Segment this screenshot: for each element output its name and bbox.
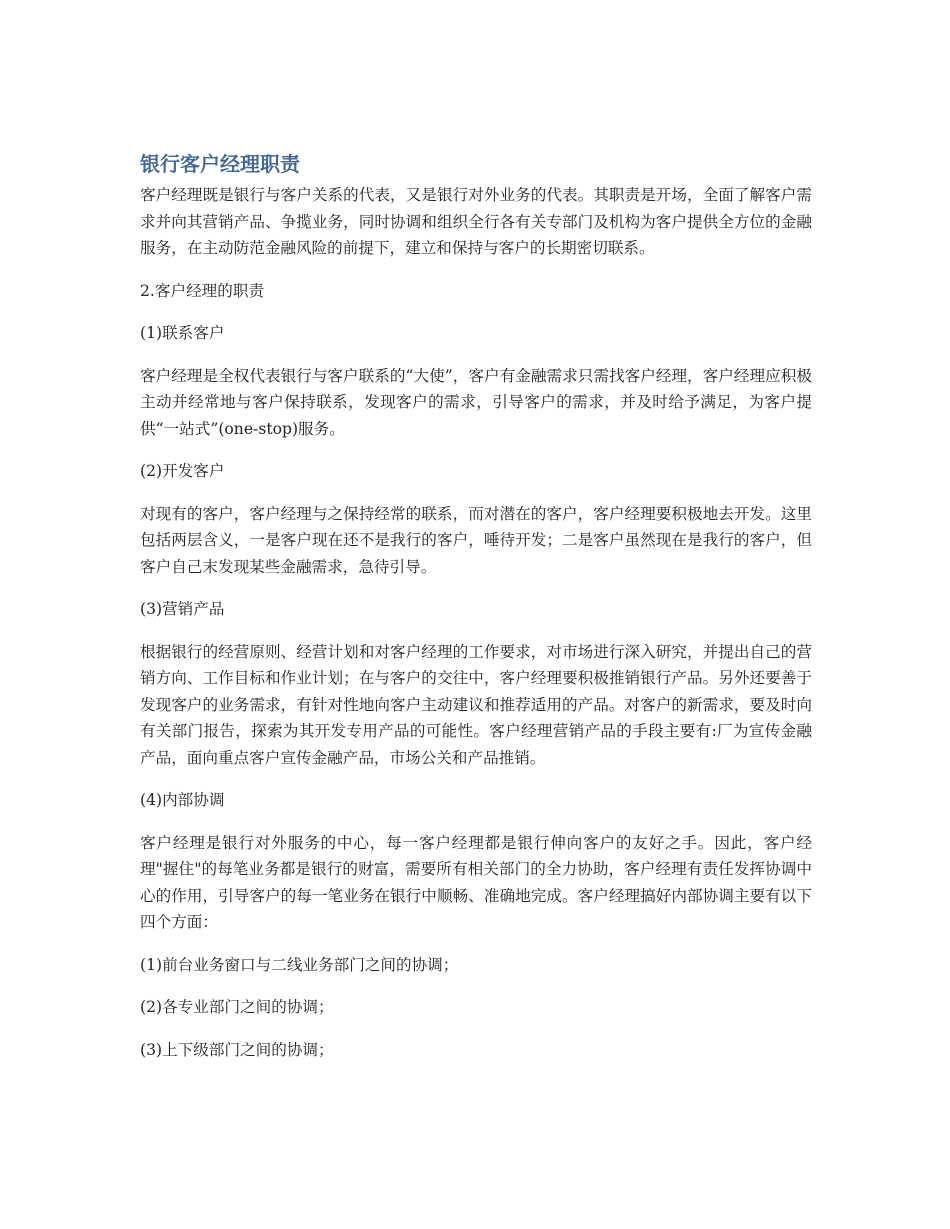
section-heading: 2.客户经理的职责	[140, 281, 265, 300]
document-page	[140, 150, 812, 1079]
item-text-contact-clients: 客户经理是全权代表银行与客户联系的“大使”，客户有金融需求只需找客户经理，客户经理应积极主动并经常地与客户保持联系，发现客户的需求，引导客户的需求，并及时给予满足，为客户提供“一站式”(one-stop)服务。	[140, 366, 812, 438]
coordination-list-item: (1)前台业务窗口与二线业务部门之间的协调；	[140, 955, 459, 974]
item-text-develop-clients: 对现有的客户，客户经理与之保持经常的联系，而对潜在的客户，客户经理要积极地去开发。这里包括两层含义，一是客户现在还不是我行的客户，唾待开发；二是客户虽然现在是我行的客户，但客户自己末发现某些金融需求，急待引导。	[140, 504, 812, 576]
coordination-list-item: (2)各专业部门之间的协调；	[140, 998, 334, 1016]
intro-paragraph: 客户经理既是银行与客户关系的代表，又是银行对外业务的代表。其职责是开场，全面了解客户需求并向其营销产品、争揽业务，同时协调和组织全行各有关专部门及机构为客户提供全方位的金融服务，在主动防范金融风险的前提下，建立和保持与客户的长期密切联系。	[140, 186, 812, 257]
coordination-list-item: (3)上下级部门之间的协调；	[140, 1040, 334, 1059]
item-heading-develop-clients: (2)开发客户	[140, 462, 225, 480]
item-text-market-products: 根据银行的经营原则、经营计划和对客户经理的工作要求，对市场进行深入研究，并提出自己的营销方向、工作目标和作业计划；在与客户的交往中，客户经理要积极推销银行产品。另外还要善于发现客户的业务需求，有针对性地向客户主动建议和推荐适用的产品。对客户的新需求，要及时向有关部门报告，探索为其开发专用产品的可能性。客户经理营销产品的手段主要有:厂为宣传金融产品，面向重点客户宣传金融产品，市场公关和产品推销。	[140, 642, 812, 767]
document-title: 银行客户经理职责	[140, 152, 300, 176]
item-heading-market-products: (3)营销产品	[140, 600, 225, 618]
item-text-internal-coordination: 客户经理是银行对外服务的中心，每一客户经理都是银行伸向客户的友好之手。因此，客户经理"握住"的每笔业务都是银行的财富，需要所有相关部门的全力协助，客户经理有责任发挥协调中心的作用，引导客户的每一笔业务在银行中顺畅、准确地完成。客户经理搞好内部协调主要有以下四个方面：	[140, 833, 812, 931]
item-heading-contact-clients: (1)联系客户	[140, 324, 225, 342]
item-heading-internal-coordination: (4)内部协调	[140, 791, 225, 809]
